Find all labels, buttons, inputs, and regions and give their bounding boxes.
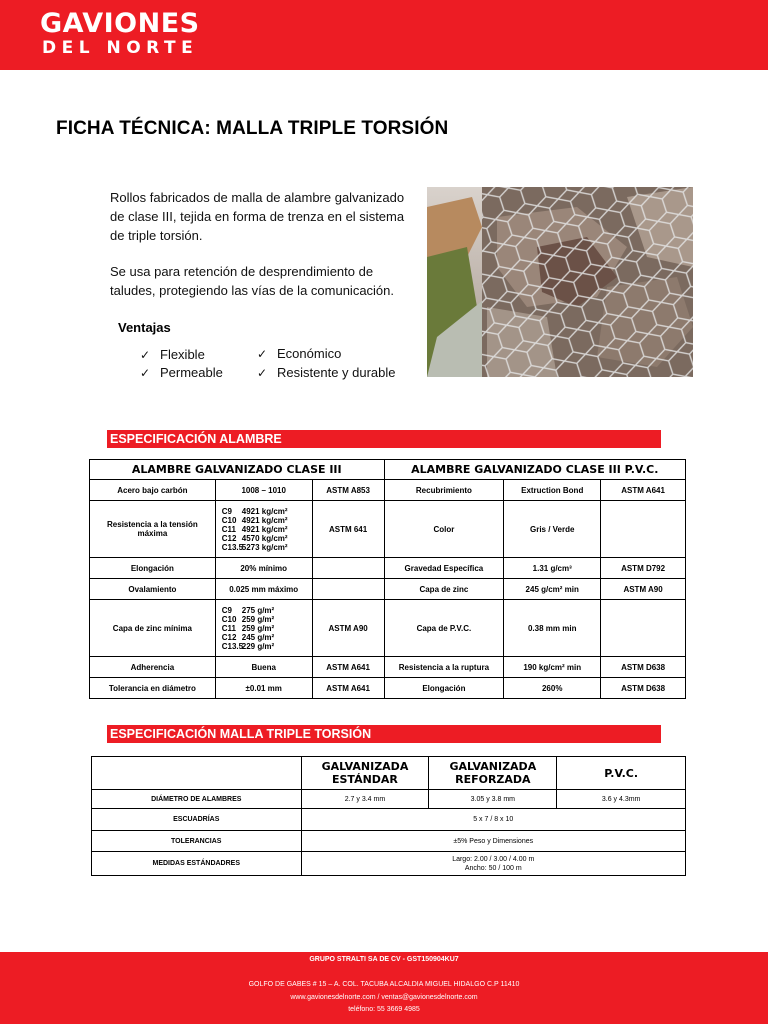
- footer-contact[interactable]: www.gavionesdelnorte.com / ventas@gavionesdelnorte.com: [290, 994, 478, 1001]
- brand-line2: DEL NORTE: [42, 38, 199, 58]
- zinc-grades: C9 275 g/m² C10 259 g/m² C11 259 g/m² C12 245 g/m² C13.5229 g/m²: [215, 600, 312, 657]
- mesh-spec-table: [91, 756, 686, 876]
- wire-table-head-right: ALAMBRE GALVANIZADO CLASE III P.V.C.: [384, 460, 685, 480]
- header-bar: [0, 0, 768, 70]
- footer-phone: teléfono: 55 3669 4985: [348, 1006, 420, 1013]
- table-row: Adherencia Buena ASTM A641 Resistencia a la ruptura 190 kg/cm² min ASTM D638: [90, 657, 686, 678]
- section-mesh-spec: ESPECIFICACIÓN MALLA TRIPLE TORSIÓN: [107, 725, 661, 743]
- col-pvc: P.V.C.: [557, 757, 686, 790]
- rockfall-mesh-photo: [427, 187, 693, 377]
- table-row: ESCUADRÍAS 5 x 7 / 8 x 10: [92, 809, 686, 831]
- table-row: TOLERANCIAS ±5% Peso y Dimensiones: [92, 831, 686, 852]
- brand-logo: [40, 10, 200, 58]
- col-galvanizada-estandar: GALVANIZADA ESTÁNDAR: [301, 757, 429, 790]
- wire-table-head-left: ALAMBRE GALVANIZADO CLASE III: [90, 460, 385, 480]
- table-row: Capa de zinc mínima C9 275 g/m² C10 259 g/m² C11 259 g/m² C12 245 g/m² C13.5229 g/m² ASTM A90 Capa de P.V.C. 0.38 mm min: [90, 600, 686, 657]
- table-row: Elongación 20% mínimo Gravedad Específica 1.31 g/cm³ ASTM D792: [90, 558, 686, 579]
- intro-paragraph-1: Rollos fabricados de malla de alambre galvanizado de clase III, tejida en forma de trenza en el sistema de triple torsión.: [110, 190, 405, 243]
- table-row: Resistencia a la tensión máxima C9 4921 kg/cm² C10 4921 kg/cm² C11 4921 kg/cm² C12 4570 kg/cm² C13.55273 kg/cm² ASTM 641 Color Gris / Verde: [90, 501, 686, 558]
- table-row: DIÁMETRO DE ALAMBRES 2.7 y 3.4 mm 3.05 y 3.8 mm 3.6 y 4.3mm: [92, 790, 686, 809]
- footer-bar: [0, 952, 768, 1024]
- advantage-economico: ✓ Económico: [257, 346, 342, 361]
- brand-line1: GAVIONES: [40, 8, 200, 39]
- check-icon: ✓: [257, 347, 268, 361]
- table-row: [92, 757, 686, 790]
- footer-company: GRUPO STRALTI SA DE CV - GST150904KU7: [309, 956, 459, 963]
- product-photo: [427, 187, 693, 377]
- advantage-flexible: ✓ Flexible: [140, 347, 205, 362]
- footer-address: GOLFO DE GABES # 15 – A. COL. TACUBA ALCALDIA MIGUEL HIDALGO C.P 11410: [248, 981, 520, 988]
- table-row: Acero bajo carbón 1008 – 1010 ASTM A853 Recubrimiento Extruction Bond ASTM A641: [90, 480, 686, 501]
- table-row: Ovalamiento 0.025 mm máximo Capa de zinc 245 g/cm² min ASTM A90: [90, 579, 686, 600]
- section-wire-spec: ESPECIFICACIÓN ALAMBRE: [107, 430, 661, 448]
- advantage-resistente: ✓ Resistente y durable: [257, 365, 396, 380]
- check-icon: ✓: [257, 366, 268, 380]
- check-icon: ✓: [140, 366, 151, 380]
- check-icon: ✓: [140, 348, 151, 362]
- table-row: MEDIDAS ESTÁNDADRES Largo: 2.00 / 3.00 / 4.00 m Ancho: 50 / 100 m: [92, 852, 686, 876]
- advantage-permeable: ✓ Permeable: [140, 365, 223, 380]
- col-galvanizada-reforzada: GALVANIZADA REFORZADA: [429, 757, 557, 790]
- table-row: Tolerancia en diámetro ±0.01 mm ASTM A641 Elongación 260% ASTM D638: [90, 678, 686, 699]
- page-title: FICHA TÉCNICA: MALLA TRIPLE TORSIÓN: [56, 118, 449, 139]
- advantages-title: Ventajas: [118, 320, 171, 335]
- wire-spec-table: [89, 459, 686, 699]
- intro-paragraph-2: Se usa para retención de desprendimiento de taludes, protegiendo las vías de la comunicación.: [110, 264, 395, 298]
- tension-grades: C9 4921 kg/cm² C10 4921 kg/cm² C11 4921 kg/cm² C12 4570 kg/cm² C13.55273 kg/cm²: [215, 501, 312, 558]
